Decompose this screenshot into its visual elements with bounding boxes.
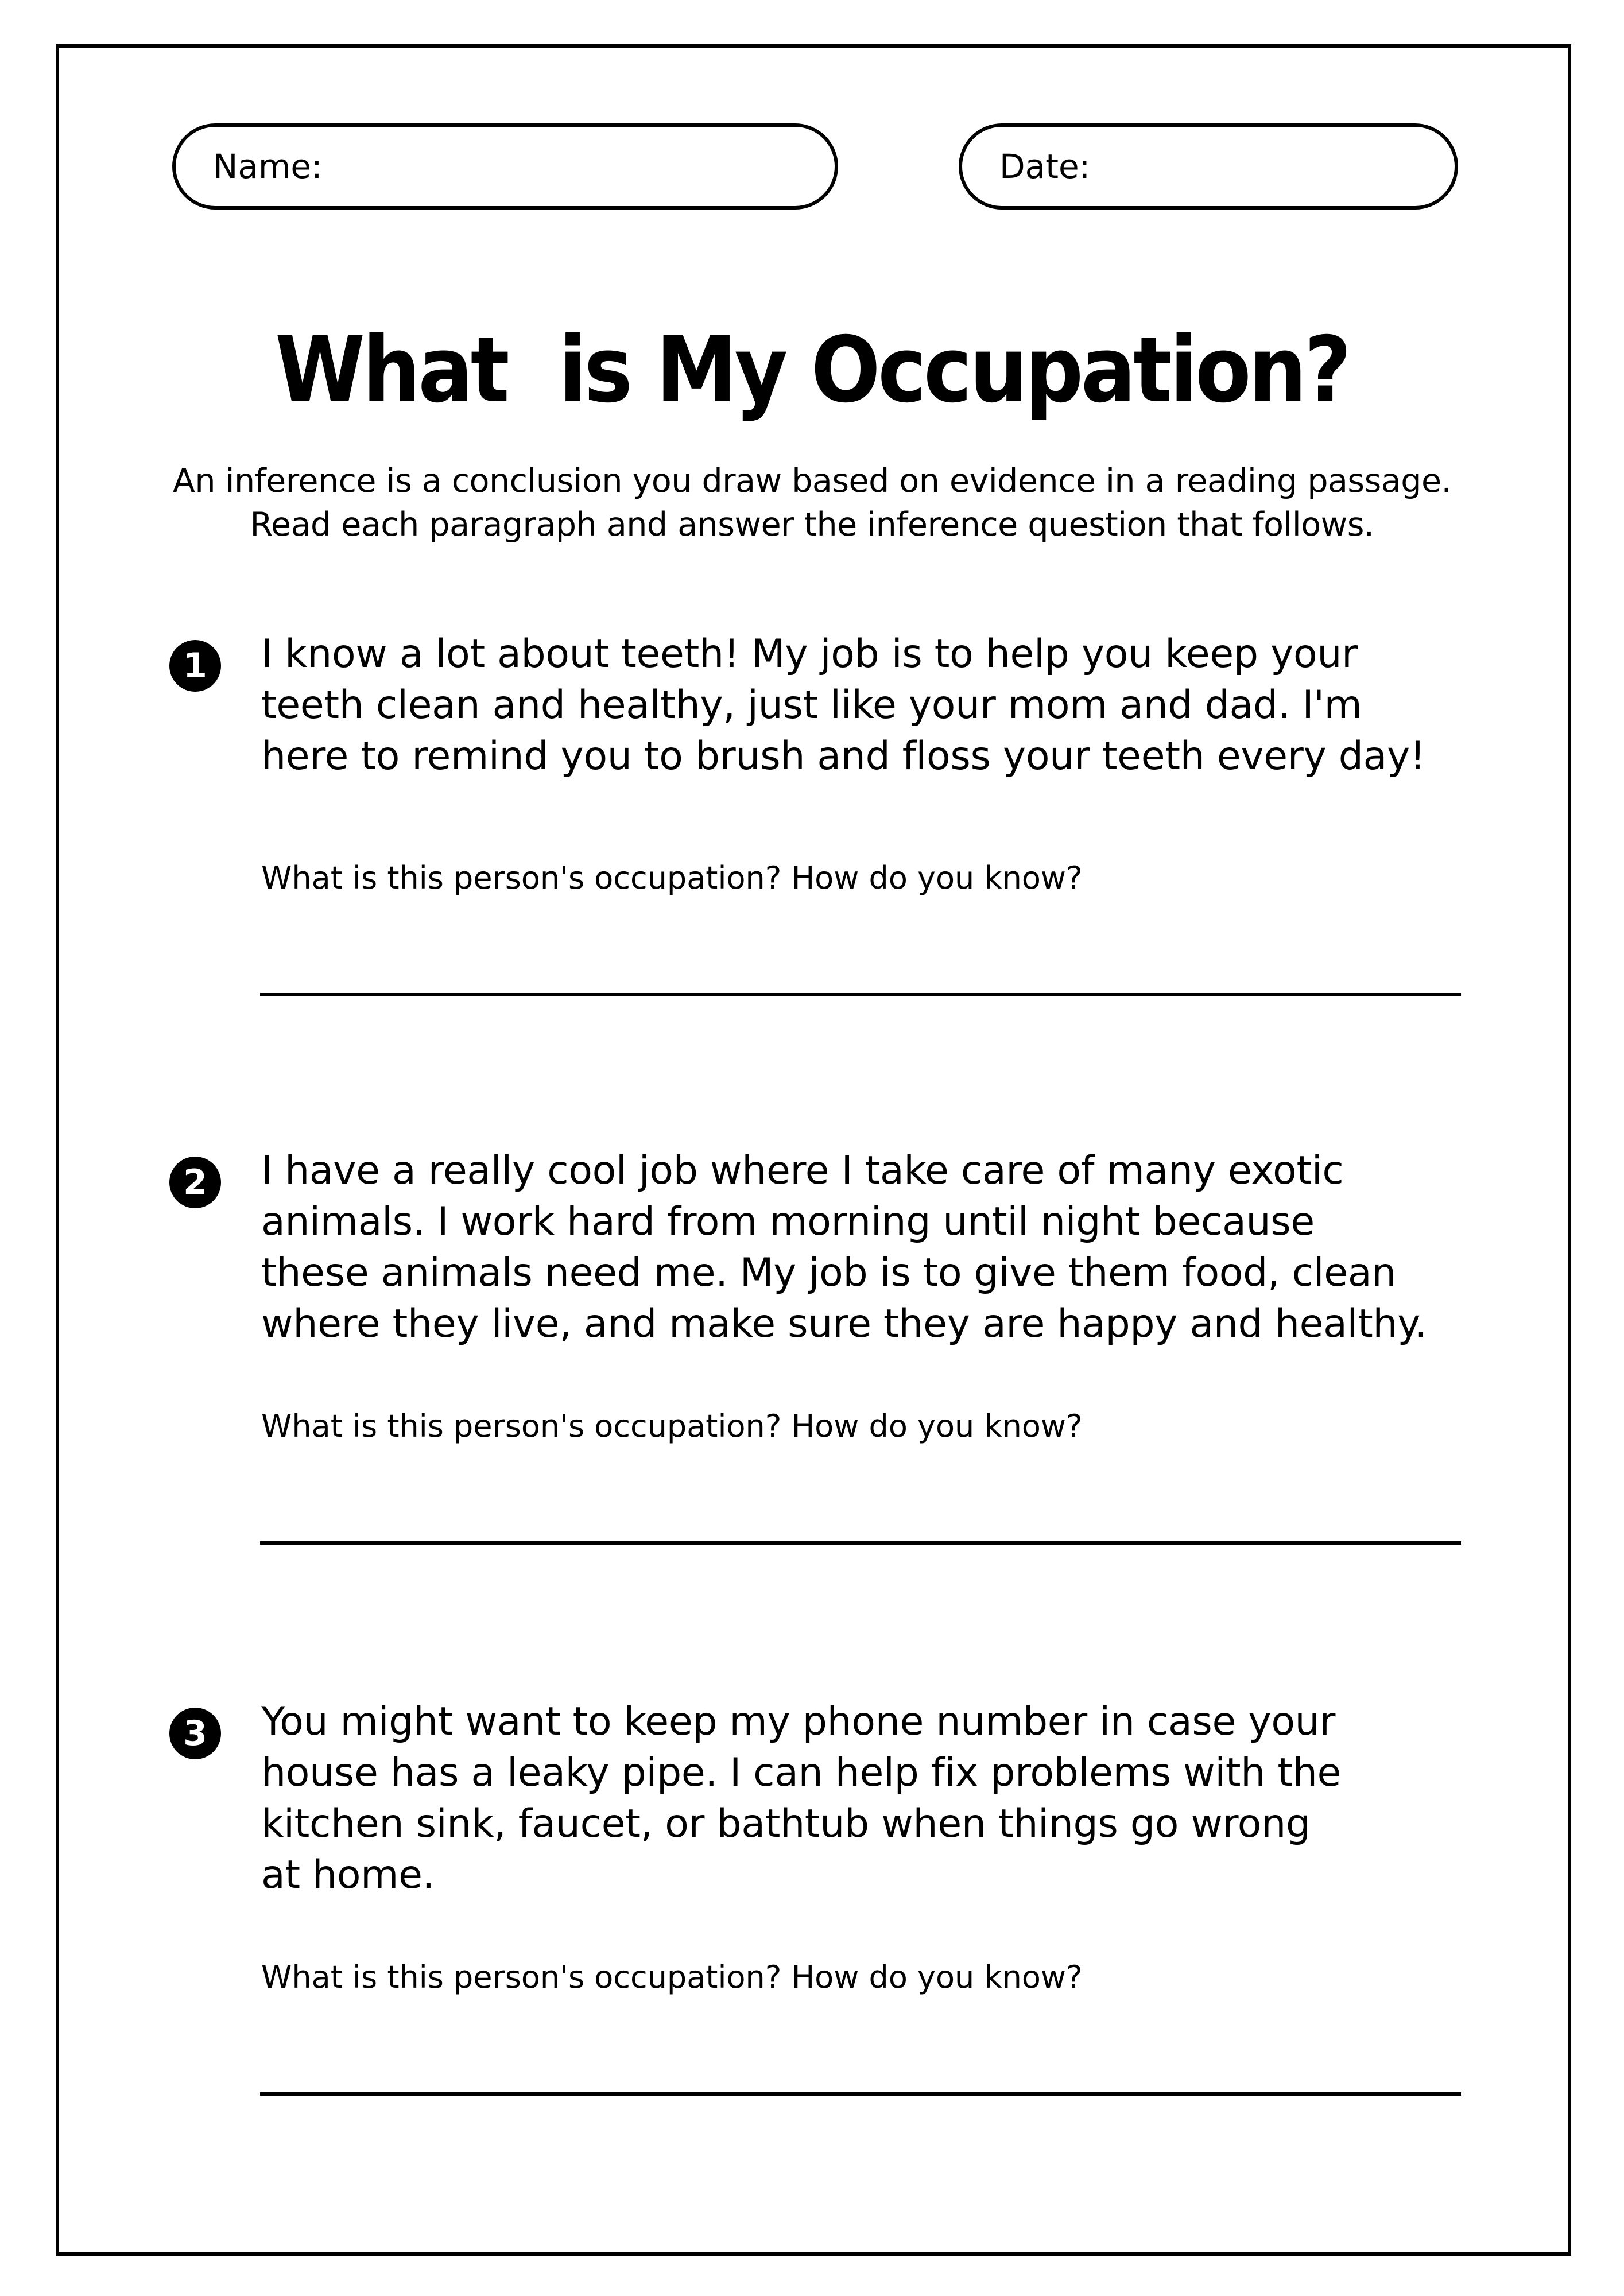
- question-prompt: What is this person's occupation? How do you know?: [261, 1408, 1083, 1444]
- question-passage: [261, 629, 1467, 782]
- passage-line: here to remind you to brush and floss your teeth every day!: [261, 734, 1425, 779]
- date-field[interactable]: [959, 123, 1458, 210]
- instructions-line: An inference is a conclusion you draw based on evidence in a reading passage.: [172, 462, 1452, 500]
- question-number-badge: 2: [169, 1157, 221, 1208]
- question-passage: [261, 1145, 1467, 1349]
- passage-line: these animals need me. My job is to give them food, clean: [261, 1250, 1396, 1296]
- instructions: [0, 459, 1624, 546]
- answer-line[interactable]: [260, 993, 1461, 996]
- date-label: Date:: [999, 147, 1091, 186]
- name-label: Name:: [213, 147, 323, 186]
- answer-line[interactable]: [260, 1541, 1461, 1545]
- passage-line: I know a lot about teeth! My job is to help you keep your: [261, 631, 1358, 677]
- passage-line: kitchen sink, faucet, or bathtub when things go wrong: [261, 1801, 1311, 1847]
- question-passage: [261, 1696, 1467, 1901]
- answer-line[interactable]: [260, 2092, 1461, 2096]
- question-number-badge: 3: [169, 1708, 221, 1759]
- passage-line: teeth clean and healthy, just like your mom and dad. I'm: [261, 682, 1362, 728]
- passage-line: where they live, and make sure they are happy and healthy.: [261, 1301, 1427, 1347]
- passage-line: at home.: [261, 1852, 435, 1898]
- question-prompt: What is this person's occupation? How do you know?: [261, 860, 1083, 896]
- passage-line: house has a leaky pipe. I can help fix problems with the: [261, 1750, 1342, 1795]
- passage-line: You might want to keep my phone number in case your: [261, 1699, 1336, 1744]
- question-number-badge: 1: [169, 640, 221, 692]
- instructions-line: Read each paragraph and answer the inference question that follows.: [250, 506, 1374, 544]
- name-field[interactable]: [172, 123, 838, 210]
- question-prompt: What is this person's occupation? How do you know?: [261, 1959, 1083, 1995]
- passage-line: animals. I work hard from morning until night because: [261, 1199, 1315, 1244]
- passage-line: I have a really cool job where I take care of many exotic: [261, 1148, 1344, 1193]
- worksheet-title: What is My Occupation?: [275, 317, 1349, 423]
